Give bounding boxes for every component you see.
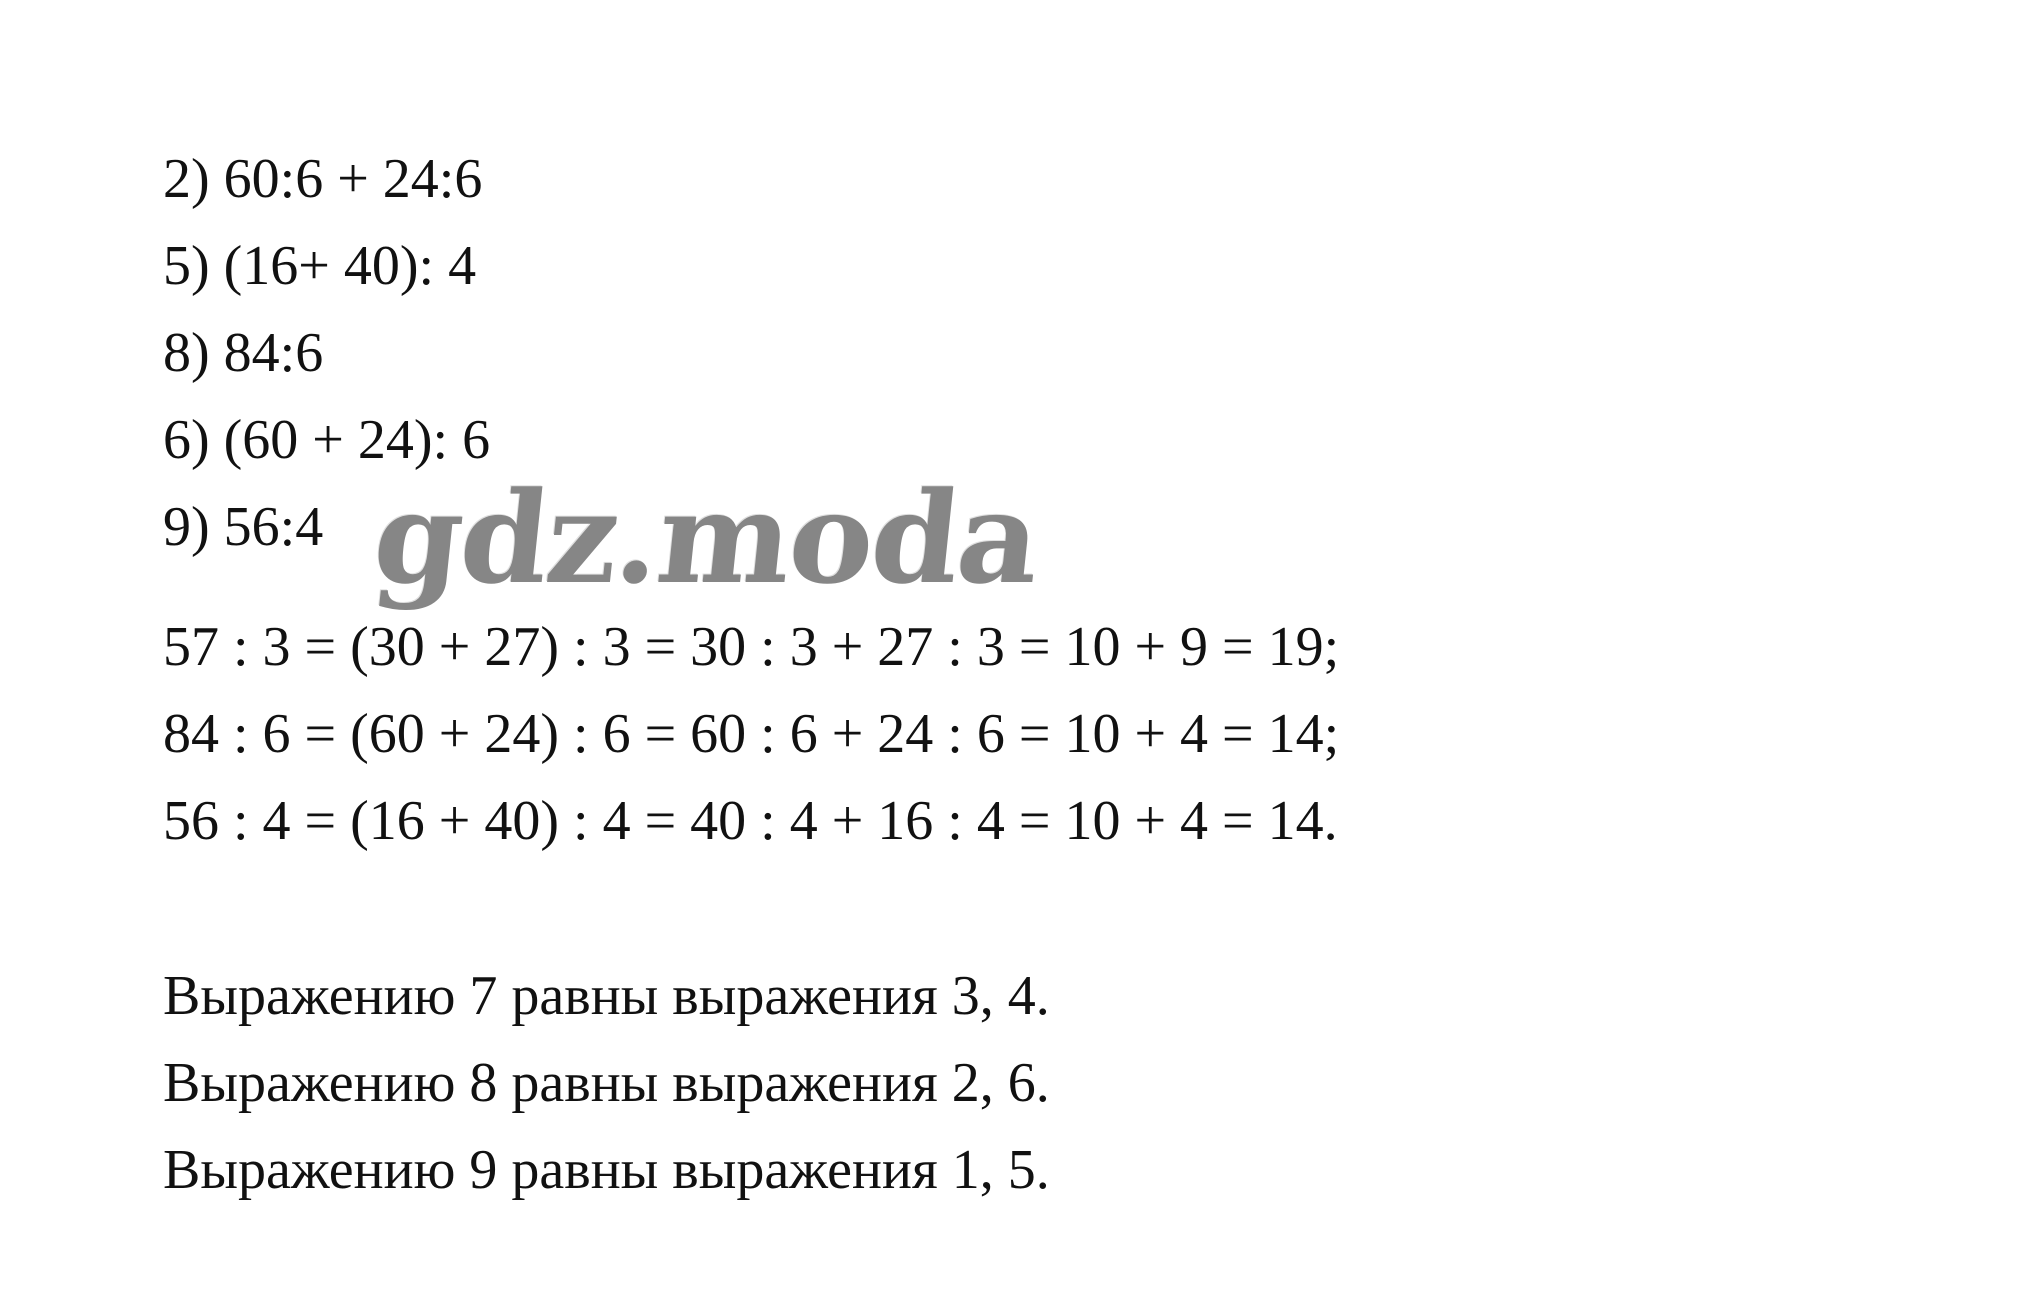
expression-item-2: 2) 60:6 + 24:6 — [163, 148, 483, 210]
conclusion-line-2: Выражению 8 равны выражения 2, 6. — [163, 1052, 1050, 1114]
computation-line-1: 57 : 3 = (30 + 27) : 3 = 30 : 3 + 27 : 3 = 10 + 9 = 19; — [163, 616, 1340, 678]
expression-item-6: 6) (60 + 24): 6 — [163, 409, 491, 471]
conclusion-line-3: Выражению 9 равны выражения 1, 5. — [163, 1139, 1050, 1201]
expression-item-5: 5) (16+ 40): 4 — [163, 235, 477, 297]
conclusion-line-1: Выражению 7 равны выражения 3, 4. — [163, 965, 1050, 1027]
computation-line-3: 56 : 4 = (16 + 40) : 4 = 40 : 4 + 16 : 4 = 10 + 4 = 14. — [163, 790, 1338, 852]
watermark-logo: gdz.moda — [367, 464, 1046, 612]
expression-item-8: 8) 84:6 — [163, 322, 324, 384]
computation-line-2: 84 : 6 = (60 + 24) : 6 = 60 : 6 + 24 : 6 = 10 + 4 = 14; — [163, 703, 1340, 765]
expression-item-9: 9) 56:4 — [163, 496, 324, 558]
